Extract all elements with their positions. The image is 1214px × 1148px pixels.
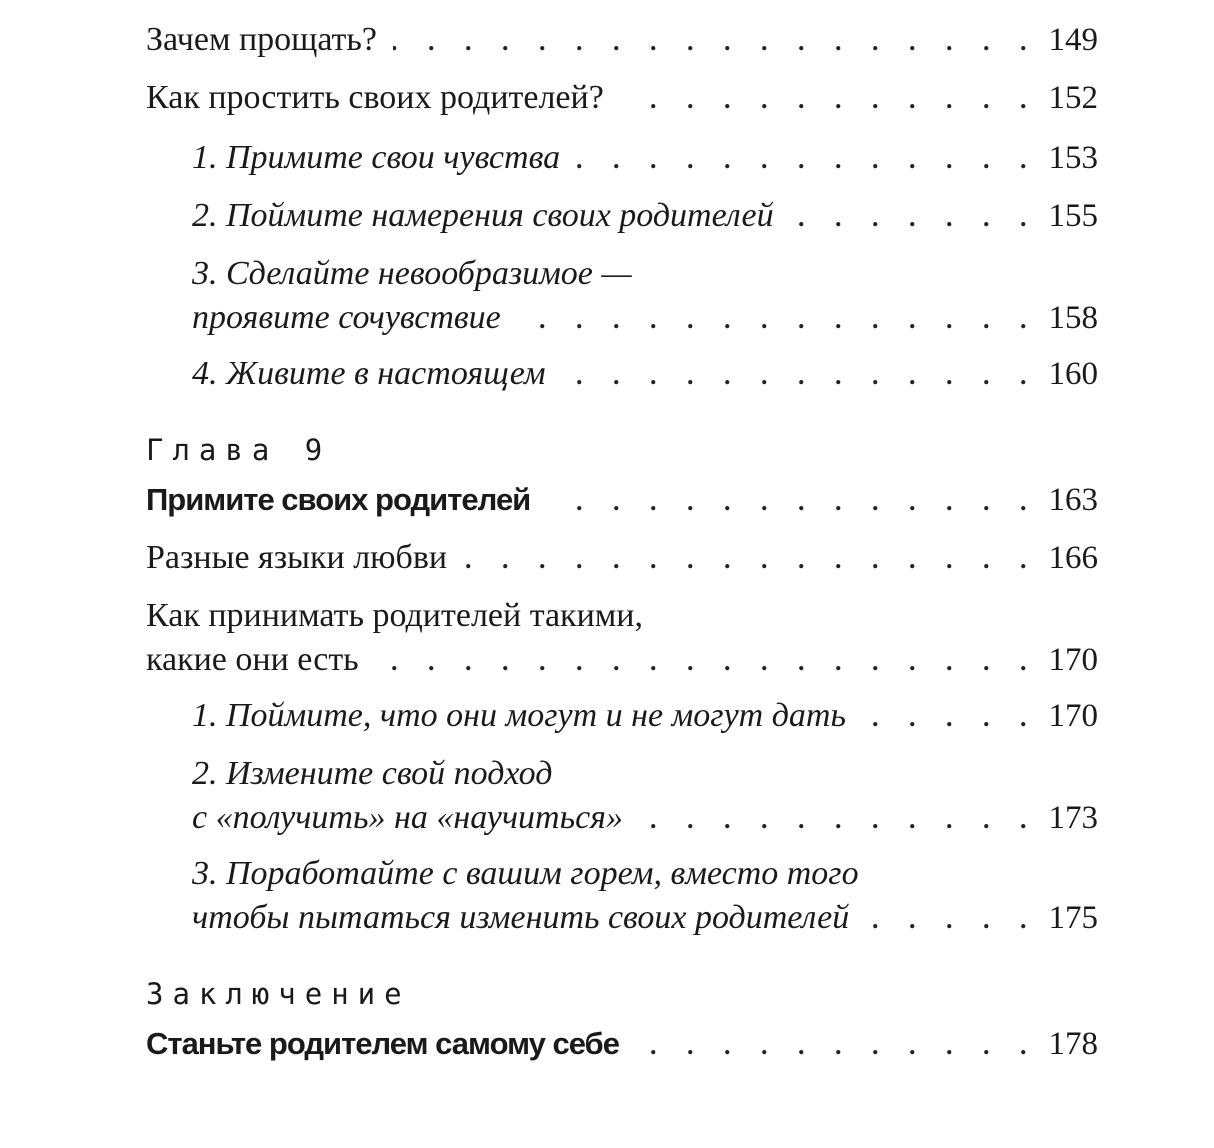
toc-entry-title: Станьте родителем самому себе <box>146 1026 619 1061</box>
toc-entry-title-line2: проявите сочувствие <box>192 299 501 336</box>
toc-subentry[interactable] <box>192 136 1098 182</box>
toc-entry-title-line1: 2. Измените свой подход <box>192 755 553 792</box>
toc-entry-title-line1: 3. Сделайте невообразимое — <box>192 255 632 292</box>
toc-chapter-title[interactable] <box>146 478 1098 524</box>
toc-entry[interactable] <box>146 594 1098 684</box>
toc-entry-page: 160 <box>1048 356 1098 392</box>
dot-leader <box>546 480 1038 524</box>
toc-entry-page: 155 <box>1048 198 1098 234</box>
toc-entry-title: Примите своих родителей <box>146 482 531 517</box>
chapter-label: Глава 9 <box>146 433 332 467</box>
toc-entry-title-line1: 3. Поработайте с вашим горем, вместо того <box>192 855 859 892</box>
toc-subentry[interactable] <box>192 352 1098 398</box>
toc-subentry[interactable] <box>192 194 1098 240</box>
toc-entry-page: 163 <box>1048 482 1098 518</box>
toc-entry-page: 170 <box>1048 642 1098 678</box>
toc-entry-page: 178 <box>1048 1026 1098 1062</box>
dot-leader <box>393 20 1038 64</box>
toc-entry[interactable] <box>146 76 1098 122</box>
dot-leader <box>865 898 1038 942</box>
toc-entry-page: 152 <box>1048 80 1098 116</box>
toc-entry-title: 1. Поймите, что они могут и не могут дать <box>192 697 846 734</box>
toc-entry-page: 175 <box>1048 900 1098 936</box>
toc-entry-title: 1. Примите свои чувства <box>192 139 561 176</box>
toc-subentry[interactable] <box>192 694 1098 740</box>
dot-leader <box>463 538 1038 582</box>
toc-entry-title-line2: чтобы пытаться изменить своих родителей <box>192 899 850 936</box>
toc-subentry[interactable] <box>192 852 1098 942</box>
toc-entry-title: Как простить своих родителей? <box>146 79 604 116</box>
toc-entry-title-line1: Как принимать родителей такими, <box>146 597 643 634</box>
toc-entry[interactable] <box>146 18 1098 64</box>
dot-leader <box>375 640 1039 684</box>
table-of-contents <box>146 0 1098 1148</box>
chapter-label: Заключение <box>146 977 411 1011</box>
toc-entry-page: 153 <box>1048 140 1098 176</box>
toc-entry-title: Разные языки любви <box>146 539 448 576</box>
toc-entry-page: 158 <box>1048 300 1098 336</box>
dot-leader <box>576 138 1038 182</box>
dot-leader <box>517 298 1039 342</box>
toc-entry-title: Зачем прощать? <box>146 21 378 58</box>
toc-entry[interactable] <box>146 536 1098 582</box>
toc-entry-page: 173 <box>1048 800 1098 836</box>
toc-entry-title-line2: с «получить» на «научиться» <box>192 799 623 836</box>
dot-leader <box>635 1024 1039 1068</box>
toc-subentry[interactable] <box>192 752 1098 842</box>
toc-chapter-title[interactable] <box>146 1022 1098 1068</box>
toc-entry-page: 170 <box>1048 698 1098 734</box>
dot-leader <box>620 78 1039 122</box>
toc-entry-title: 4. Живите в настоящем <box>192 355 546 392</box>
toc-entry-page: 149 <box>1048 22 1098 58</box>
dot-leader <box>562 354 1039 398</box>
toc-subentry[interactable] <box>192 252 1098 342</box>
dot-leader <box>862 696 1039 740</box>
toc-entry-title-line2: какие они есть <box>146 641 359 678</box>
dot-leader <box>790 196 1039 240</box>
dot-leader <box>639 798 1039 842</box>
toc-entry-title: 2. Поймите намерения своих родителей <box>192 197 774 234</box>
toc-entry-page: 166 <box>1048 540 1098 576</box>
